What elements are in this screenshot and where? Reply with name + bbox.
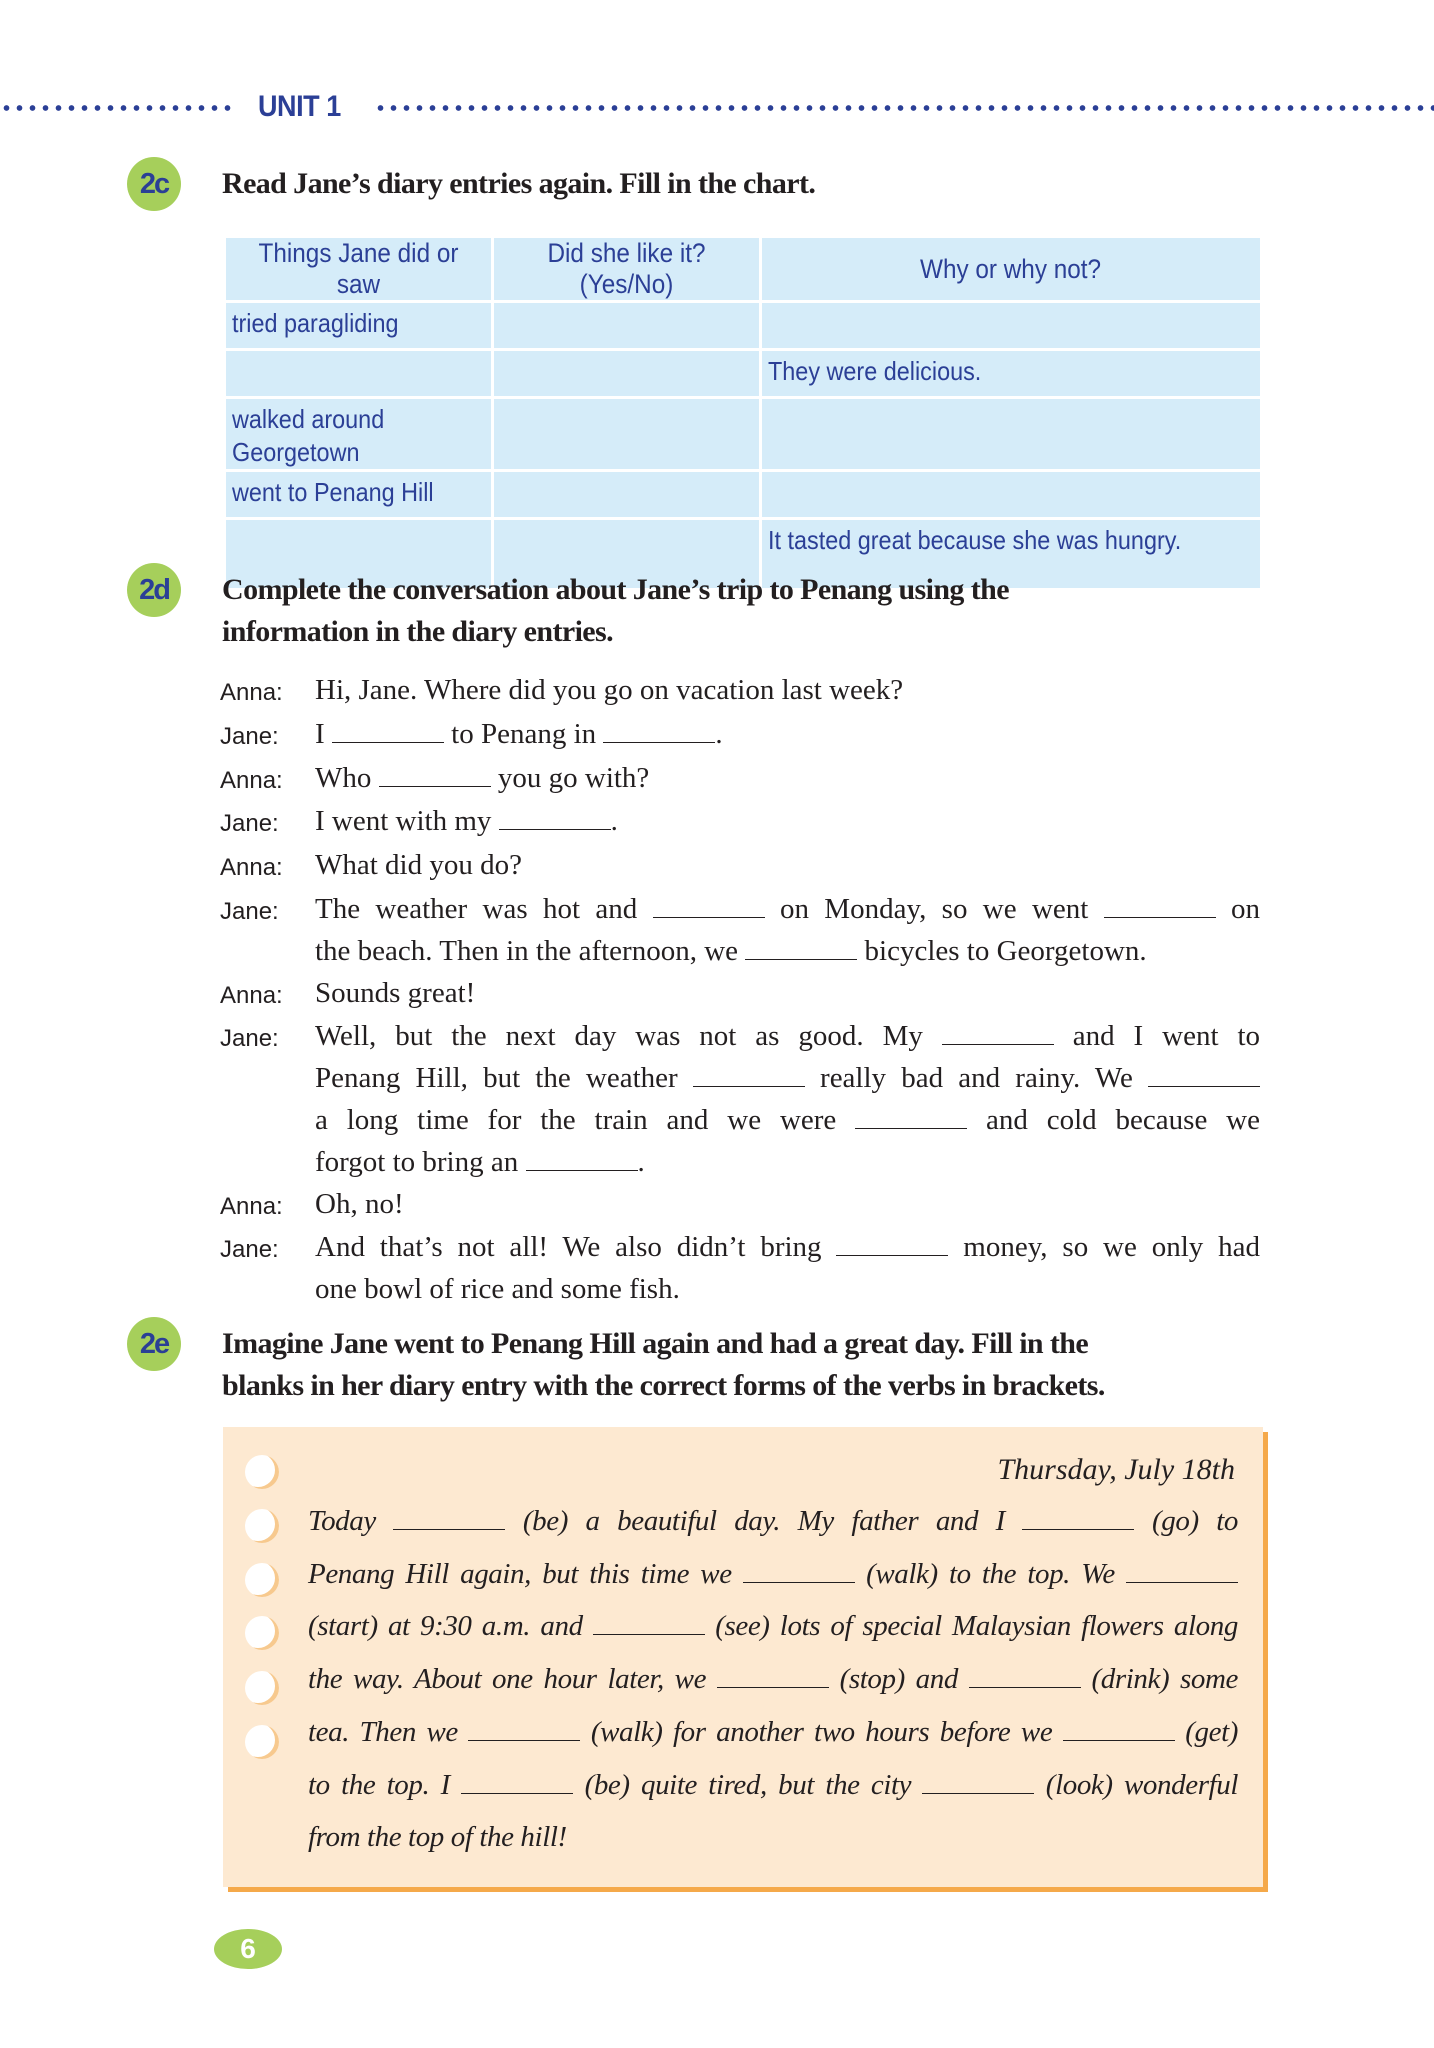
text-segment: (look) wonderful (1034, 1768, 1238, 1801)
dialogue-turn (220, 1227, 1260, 1311)
diary-entry-card (223, 1427, 1263, 1887)
dialogue-text (315, 714, 1260, 758)
dialogue-line (315, 845, 1260, 887)
header-dots-right (374, 104, 1434, 112)
answer-blank[interactable] (922, 1771, 1034, 1794)
text-segment: (be) a beautiful day. My father and I (505, 1505, 1023, 1537)
text-segment: I went with my (315, 805, 499, 838)
text-segment: the beach. Then in the afternoon, we (315, 934, 746, 967)
diary-line (308, 1821, 1238, 1854)
title-line: Imagine Jane went to Penang Hill again and had a great day. Fill in the (222, 1327, 1089, 1360)
table-cell[interactable] (761, 398, 1262, 471)
answer-blank[interactable] (393, 1507, 505, 1530)
exercise-badge-2d: 2d (127, 563, 181, 617)
cell-text: tried paragliding (232, 308, 399, 338)
dialogue-turn (220, 670, 1260, 714)
dialogue-line (315, 801, 1260, 843)
binder-hole (245, 1616, 279, 1650)
dialogue-turn (220, 889, 1260, 973)
text-segment: you go with? (490, 761, 650, 794)
answer-blank[interactable] (745, 937, 857, 960)
dialogue-turn (220, 1016, 1260, 1183)
text-segment: (start) at 9:30 a.m. and (308, 1610, 593, 1643)
text-segment: Sounds great! (315, 976, 476, 1009)
text-segment: Well, but the next day was not as good. My (315, 1020, 942, 1053)
diary-chart (223, 235, 1263, 591)
text-segment: I (315, 717, 332, 750)
answer-blank[interactable] (468, 1718, 580, 1741)
text-segment: and I went to (1053, 1020, 1261, 1053)
dialogue-text (315, 973, 1260, 1017)
text-segment: (walk) for another two hours before we (580, 1715, 1063, 1748)
text-segment: really bad and rainy. We (804, 1062, 1148, 1095)
page-number: 6 (214, 1929, 282, 1969)
dialogue-turn (220, 714, 1260, 758)
cell-text: It tasted great because she was hungry. (768, 525, 1182, 555)
text-segment: And that’s not all! We also didn’t bring (315, 1231, 837, 1264)
text-segment: Oh, no! (315, 1187, 404, 1220)
speaker-label: Jane: (220, 897, 279, 925)
text-segment: (walk) to the top. We (854, 1557, 1126, 1590)
exercise-badge-2e: 2e (127, 1317, 181, 1371)
dialogue-text (315, 845, 1260, 889)
table-cell (225, 302, 493, 350)
dialogue-text (315, 670, 1260, 714)
table-cell[interactable] (761, 471, 1262, 519)
dialogue-text (315, 801, 1260, 845)
speaker-label: Anna: (220, 766, 283, 794)
dialogue-line (315, 973, 1260, 1015)
table-cell[interactable] (493, 398, 761, 471)
unit-label: UNIT 1 (258, 90, 341, 123)
column-header (761, 237, 1262, 302)
cell-text: walked around Georgetown (232, 404, 385, 467)
answer-blank[interactable] (1126, 1560, 1238, 1583)
text-segment: The weather was hot and (315, 892, 653, 925)
answer-blank[interactable] (855, 1106, 967, 1129)
binder-hole (245, 1563, 279, 1597)
dialogue-line (315, 931, 1260, 973)
text-segment: (go) to (1134, 1505, 1238, 1537)
text-segment: money, so we only had (948, 1231, 1261, 1264)
table-cell[interactable] (761, 302, 1262, 350)
text-segment: and cold because we (967, 1103, 1260, 1136)
binder-hole (245, 1455, 279, 1489)
table-cell[interactable] (493, 302, 761, 350)
diary-line (308, 1769, 1238, 1802)
binder-hole (245, 1509, 279, 1543)
text-segment: on (1215, 892, 1261, 925)
table-row (225, 302, 1262, 350)
text-segment: Penang Hill, but the weather (315, 1062, 693, 1095)
diary-line (308, 1663, 1238, 1696)
column-header-label: Did she like it? (Yes/No) (547, 238, 706, 299)
table-cell[interactable] (225, 350, 493, 398)
binder-hole (245, 1725, 279, 1759)
dialogue-line (315, 714, 1260, 756)
text-segment: Penang Hill again, but this time we (308, 1557, 743, 1590)
text-segment: bicycles to Georgetown. (857, 934, 1147, 967)
diary-line (308, 1558, 1238, 1591)
text-segment: forgot to bring an (315, 1145, 526, 1178)
text-segment: . (637, 1145, 645, 1178)
column-header (225, 237, 493, 302)
text-segment: tea. Then we (308, 1715, 469, 1748)
answer-blank[interactable] (653, 895, 765, 918)
speaker-label: Jane: (220, 1236, 279, 1264)
answer-blank[interactable] (693, 1064, 805, 1087)
speaker-label: Anna: (220, 854, 283, 882)
answer-blank[interactable] (836, 1233, 948, 1256)
answer-blank[interactable] (942, 1022, 1054, 1045)
title-line: information in the diary entries. (222, 615, 614, 648)
dialogue-text (315, 889, 1260, 973)
dialogue-line (315, 889, 1260, 931)
diary-line (308, 1505, 1238, 1538)
table-row (225, 471, 1262, 519)
text-segment: (drink) some (1080, 1663, 1239, 1696)
text-segment: to the top. I (308, 1768, 462, 1801)
answer-blank[interactable] (526, 1148, 638, 1171)
table-cell[interactable] (493, 471, 761, 519)
text-segment: the way. About one hour later, we (308, 1663, 717, 1696)
text-segment: . (610, 805, 618, 838)
dialogue-text (315, 1016, 1260, 1183)
dialogue-text (315, 1227, 1260, 1311)
table-row (225, 350, 1262, 398)
answer-blank[interactable] (461, 1771, 573, 1794)
exercise-badge-2c: 2c (127, 157, 181, 211)
dialogue-turn (220, 1184, 1260, 1228)
answer-blank[interactable] (1148, 1064, 1260, 1087)
cell-text: They were delicious. (768, 356, 982, 386)
text-segment: (stop) and (828, 1663, 969, 1696)
dialogue-line (315, 1269, 1260, 1311)
speaker-label: Jane: (220, 810, 279, 838)
diary-line (308, 1610, 1238, 1643)
dialogue-turn (220, 758, 1260, 802)
answer-blank[interactable] (499, 807, 611, 830)
dialogue-line (315, 1184, 1260, 1226)
answer-blank[interactable] (593, 1612, 705, 1635)
answer-blank[interactable] (1104, 895, 1216, 918)
dialogue-line (315, 1142, 1260, 1184)
speaker-label: Jane: (220, 722, 279, 750)
binder-hole (245, 1671, 279, 1705)
dialogue-turn (220, 801, 1260, 845)
diary-line (308, 1716, 1238, 1749)
speaker-label: Anna: (220, 1192, 283, 1220)
answer-blank[interactable] (743, 1560, 855, 1583)
text-segment: . (715, 717, 723, 750)
text-segment: one bowl of rice and some fish. (315, 1273, 680, 1306)
header-dots-left (0, 104, 236, 112)
answer-blank[interactable] (717, 1665, 829, 1688)
text-segment: (see) lots of special Malaysian flowers along (704, 1610, 1238, 1643)
speaker-label: Jane: (220, 1025, 279, 1053)
text-segment: Today (308, 1505, 394, 1537)
text-segment: What did you do? (315, 849, 522, 882)
text-segment: from the top of the hill! (308, 1821, 567, 1854)
text-segment: (get) (1174, 1715, 1239, 1748)
answer-blank[interactable] (1022, 1507, 1134, 1530)
dialogue-line (315, 670, 1260, 712)
table-cell[interactable] (493, 350, 761, 398)
dialogue-text (315, 758, 1260, 802)
exercise-2c-title: Read Jane’s diary entries again. Fill in the chart. (222, 167, 816, 200)
exercise-2e-title (222, 1323, 1105, 1407)
text-segment: to Penang in (443, 717, 604, 750)
dialogue-turn (220, 973, 1260, 1017)
cell-text: went to Penang Hill (232, 477, 434, 507)
table-cell (225, 398, 493, 471)
title-line: Complete the conversation about Jane’s trip to Penang using the (222, 573, 1009, 606)
text-segment: Hi, Jane. Where did you go on vacation last week? (315, 674, 904, 706)
column-header-label: Why or why not? (920, 253, 1102, 284)
table-cell (761, 350, 1262, 398)
dialogue-line (315, 1058, 1260, 1100)
dialogue-line (315, 1100, 1260, 1142)
text-segment: (be) quite tired, but the city (573, 1768, 923, 1801)
text-segment: a long time for the train and we were (315, 1103, 856, 1136)
answer-blank[interactable] (379, 764, 491, 787)
dialogue-turn (220, 845, 1260, 889)
title-line: blanks in her diary entry with the correct forms of the verbs in brackets. (222, 1369, 1105, 1402)
diary-date: Thursday, July 18th (997, 1453, 1235, 1486)
exercise-2d-title (222, 569, 1009, 653)
speaker-label: Anna: (220, 679, 283, 706)
table-cell (225, 471, 493, 519)
table-row (225, 398, 1262, 471)
dialogue-line (315, 1227, 1260, 1269)
speaker-label: Anna: (220, 981, 283, 1009)
text-segment: on Monday, so we went (764, 892, 1104, 925)
text-segment: Who (315, 761, 379, 794)
answer-blank[interactable] (1063, 1718, 1175, 1741)
dialogue-line (315, 758, 1260, 800)
column-header (493, 237, 761, 302)
dialogue-text (315, 1184, 1260, 1228)
answer-blank[interactable] (332, 720, 444, 743)
answer-blank[interactable] (603, 720, 715, 743)
column-header-label: Things Jane did or saw (258, 238, 459, 299)
answer-blank[interactable] (969, 1665, 1081, 1688)
dialogue-line (315, 1016, 1260, 1058)
conversation (220, 670, 1260, 1311)
